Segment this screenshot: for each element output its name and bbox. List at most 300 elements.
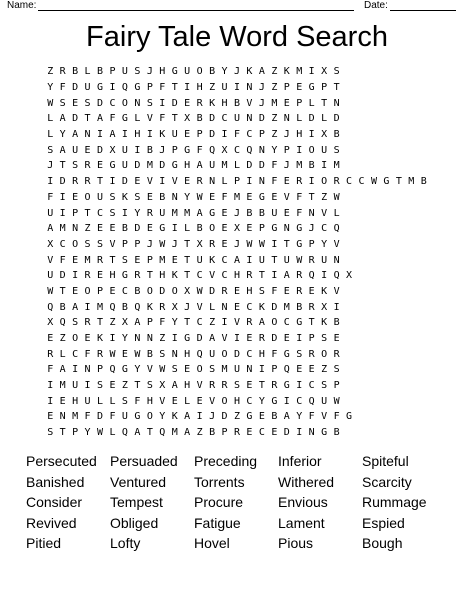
grid-letter[interactable]: J [258, 97, 265, 109]
grid-letter[interactable]: P [296, 97, 303, 109]
grid-letter[interactable]: A [184, 411, 191, 423]
grid-letter[interactable]: P [146, 254, 153, 266]
grid-letter[interactable]: E [109, 223, 116, 235]
grid-letter[interactable]: N [84, 364, 91, 376]
grid-letter[interactable]: R [146, 207, 153, 219]
grid-letter[interactable]: S [72, 160, 79, 172]
grid-letter[interactable]: D [159, 160, 166, 172]
grid-letter[interactable]: S [134, 191, 141, 203]
grid-letter[interactable] [355, 252, 367, 268]
grid-letter[interactable]: P [97, 364, 104, 376]
grid-letter[interactable] [393, 268, 405, 284]
grid-letter[interactable] [368, 205, 380, 221]
grid-letter[interactable]: L [109, 395, 116, 407]
grid-letter[interactable]: D [97, 411, 104, 423]
grid-letter[interactable]: X [47, 238, 54, 250]
grid-letter[interactable]: O [146, 411, 153, 423]
grid-letter[interactable] [393, 252, 405, 268]
grid-letter[interactable] [405, 64, 417, 80]
grid-letter[interactable]: J [159, 144, 166, 156]
grid-letter[interactable]: B [121, 301, 128, 313]
grid-letter[interactable] [343, 378, 355, 394]
grid-letter[interactable] [368, 425, 380, 441]
grid-letter[interactable]: O [84, 191, 91, 203]
grid-letter[interactable]: V [196, 380, 203, 392]
grid-letter[interactable] [343, 95, 355, 111]
grid-letter[interactable]: I [84, 380, 91, 392]
grid-letter[interactable]: E [221, 238, 228, 250]
grid-letter[interactable]: R [84, 270, 91, 282]
grid-letter[interactable]: G [121, 364, 128, 376]
grid-letter[interactable]: E [97, 270, 104, 282]
grid-letter[interactable]: I [121, 207, 128, 219]
grid-letter[interactable]: J [47, 160, 54, 172]
grid-letter[interactable] [393, 237, 405, 253]
grid-letter[interactable]: V [321, 207, 328, 219]
grid-letter[interactable] [393, 64, 405, 80]
grid-letter[interactable]: S [84, 97, 91, 109]
grid-letter[interactable]: E [134, 176, 141, 188]
grid-letter[interactable]: H [296, 129, 303, 141]
grid-letter[interactable]: R [84, 317, 91, 329]
grid-letter[interactable]: D [72, 113, 79, 125]
grid-letter[interactable]: G [246, 411, 253, 423]
grid-letter[interactable]: I [308, 176, 315, 188]
grid-letter[interactable]: I [47, 176, 54, 188]
grid-letter[interactable]: A [171, 380, 178, 392]
grid-letter[interactable]: T [184, 270, 191, 282]
grid-letter[interactable]: V [196, 301, 203, 313]
grid-letter[interactable]: M [233, 191, 240, 203]
grid-letter[interactable]: F [159, 82, 166, 94]
grid-letter[interactable]: F [84, 348, 91, 360]
grid-letter[interactable]: G [296, 238, 303, 250]
grid-letter[interactable] [393, 190, 405, 206]
grid-letter[interactable]: X [346, 270, 353, 282]
grid-letter[interactable] [405, 268, 417, 284]
grid-letter[interactable] [380, 268, 392, 284]
grid-letter[interactable]: V [221, 333, 228, 345]
grid-letter[interactable] [393, 221, 405, 237]
grid-letter[interactable]: D [308, 113, 315, 125]
grid-letter[interactable] [418, 221, 430, 237]
grid-letter[interactable]: L [134, 113, 141, 125]
grid-letter[interactable]: I [296, 144, 303, 156]
grid-letter[interactable]: S [233, 380, 240, 392]
grid-letter[interactable]: D [59, 176, 66, 188]
grid-letter[interactable]: B [420, 176, 427, 188]
grid-letter[interactable]: T [308, 317, 315, 329]
grid-letter[interactable]: R [196, 97, 203, 109]
grid-letter[interactable]: M [59, 380, 66, 392]
grid-letter[interactable]: M [296, 66, 303, 78]
grid-letter[interactable] [405, 80, 417, 96]
grid-letter[interactable]: V [109, 238, 116, 250]
grid-letter[interactable]: A [196, 160, 203, 172]
grid-letter[interactable]: E [72, 285, 79, 297]
grid-letter[interactable]: A [184, 427, 191, 439]
grid-letter[interactable] [343, 425, 355, 441]
grid-letter[interactable]: W [134, 348, 141, 360]
grid-letter[interactable]: V [233, 317, 240, 329]
grid-letter[interactable]: N [333, 97, 340, 109]
grid-letter[interactable] [343, 299, 355, 315]
grid-letter[interactable]: W [47, 97, 54, 109]
grid-letter[interactable]: E [109, 380, 116, 392]
grid-letter[interactable]: A [209, 333, 216, 345]
grid-letter[interactable]: T [171, 113, 178, 125]
grid-letter[interactable]: G [321, 427, 328, 439]
grid-letter[interactable] [418, 190, 430, 206]
grid-letter[interactable]: K [209, 97, 216, 109]
grid-letter[interactable]: L [296, 113, 303, 125]
grid-letter[interactable] [368, 378, 380, 394]
grid-letter[interactable]: I [233, 82, 240, 94]
grid-letter[interactable] [368, 111, 380, 127]
grid-letter[interactable]: D [271, 333, 278, 345]
grid-letter[interactable]: Y [258, 395, 265, 407]
grid-letter[interactable]: A [283, 411, 290, 423]
grid-letter[interactable]: F [47, 364, 54, 376]
grid-letter[interactable] [343, 80, 355, 96]
grid-letter[interactable]: Y [271, 144, 278, 156]
grid-letter[interactable]: R [296, 270, 303, 282]
grid-letter[interactable]: I [246, 254, 253, 266]
grid-letter[interactable] [393, 158, 405, 174]
grid-letter[interactable]: L [184, 223, 191, 235]
grid-letter[interactable]: U [233, 113, 240, 125]
grid-letter[interactable]: I [72, 364, 79, 376]
grid-letter[interactable]: R [271, 380, 278, 392]
grid-letter[interactable]: E [246, 427, 253, 439]
grid-letter[interactable]: V [321, 411, 328, 423]
grid-letter[interactable]: Y [159, 411, 166, 423]
grid-letter[interactable] [380, 393, 392, 409]
grid-letter[interactable]: E [59, 395, 66, 407]
grid-letter[interactable]: I [271, 238, 278, 250]
grid-letter[interactable]: W [109, 348, 116, 360]
grid-letter[interactable]: M [283, 301, 290, 313]
grid-letter[interactable]: T [258, 380, 265, 392]
grid-letter[interactable]: W [196, 285, 203, 297]
grid-letter[interactable]: R [221, 380, 228, 392]
grid-letter[interactable]: G [134, 82, 141, 94]
grid-letter[interactable]: V [246, 97, 253, 109]
grid-letter[interactable]: D [121, 176, 128, 188]
grid-letter[interactable] [418, 111, 430, 127]
grid-letter[interactable]: B [97, 66, 104, 78]
grid-letter[interactable]: O [196, 66, 203, 78]
grid-letter[interactable]: Q [308, 270, 315, 282]
grid-letter[interactable]: M [296, 160, 303, 172]
grid-letter[interactable]: B [246, 207, 253, 219]
grid-letter[interactable] [405, 158, 417, 174]
grid-letter[interactable] [368, 393, 380, 409]
grid-letter[interactable]: E [296, 364, 303, 376]
grid-letter[interactable] [393, 95, 405, 111]
grid-letter[interactable]: J [283, 129, 290, 141]
grid-letter[interactable]: W [196, 191, 203, 203]
grid-letter[interactable] [368, 64, 380, 80]
grid-letter[interactable]: B [146, 144, 153, 156]
grid-letter[interactable]: U [159, 207, 166, 219]
grid-letter[interactable]: F [109, 411, 116, 423]
grid-letter[interactable]: E [209, 191, 216, 203]
grid-letter[interactable]: J [146, 238, 153, 250]
grid-letter[interactable]: K [171, 411, 178, 423]
grid-letter[interactable] [393, 284, 405, 300]
grid-letter[interactable]: X [321, 66, 328, 78]
grid-letter[interactable] [405, 315, 417, 331]
grid-letter[interactable] [368, 190, 380, 206]
grid-letter[interactable]: T [184, 317, 191, 329]
grid-letter[interactable]: O [196, 364, 203, 376]
grid-letter[interactable]: C [72, 348, 79, 360]
grid-letter[interactable]: G [296, 317, 303, 329]
grid-letter[interactable]: I [109, 333, 116, 345]
grid-letter[interactable] [393, 378, 405, 394]
grid-letter[interactable] [380, 205, 392, 221]
grid-letter[interactable]: Z [196, 427, 203, 439]
grid-letter[interactable]: X [321, 301, 328, 313]
grid-letter[interactable]: R [258, 333, 265, 345]
grid-letter[interactable]: Y [296, 411, 303, 423]
grid-letter[interactable]: C [109, 97, 116, 109]
grid-letter[interactable]: F [308, 411, 315, 423]
grid-letter[interactable]: C [358, 176, 365, 188]
grid-letter[interactable]: R [296, 176, 303, 188]
grid-letter[interactable]: B [134, 285, 141, 297]
grid-letter[interactable] [405, 346, 417, 362]
grid-letter[interactable]: Q [121, 427, 128, 439]
grid-letter[interactable]: C [233, 144, 240, 156]
grid-letter[interactable]: R [209, 380, 216, 392]
grid-letter[interactable]: N [171, 191, 178, 203]
grid-letter[interactable]: I [321, 160, 328, 172]
grid-letter[interactable]: I [159, 97, 166, 109]
grid-letter[interactable]: V [333, 238, 340, 250]
grid-letter[interactable]: R [333, 176, 340, 188]
grid-letter[interactable] [355, 331, 367, 347]
grid-letter[interactable]: P [109, 66, 116, 78]
grid-letter[interactable] [418, 425, 430, 441]
grid-letter[interactable]: G [283, 348, 290, 360]
grid-letter[interactable]: W [258, 238, 265, 250]
grid-letter[interactable]: T [308, 191, 315, 203]
grid-letter[interactable]: F [271, 160, 278, 172]
grid-letter[interactable]: P [258, 223, 265, 235]
grid-letter[interactable]: X [47, 317, 54, 329]
grid-letter[interactable]: S [109, 191, 116, 203]
grid-letter[interactable]: R [308, 348, 315, 360]
grid-letter[interactable]: D [97, 97, 104, 109]
grid-letter[interactable]: E [246, 380, 253, 392]
grid-letter[interactable]: C [296, 395, 303, 407]
grid-letter[interactable]: G [159, 223, 166, 235]
grid-letter[interactable] [405, 299, 417, 315]
grid-letter[interactable]: E [246, 191, 253, 203]
grid-letter[interactable] [355, 190, 367, 206]
grid-letter[interactable]: M [333, 160, 340, 172]
grid-letter[interactable]: D [72, 82, 79, 94]
grid-letter[interactable]: G [209, 207, 216, 219]
grid-letter[interactable] [380, 409, 392, 425]
grid-letter[interactable]: X [159, 380, 166, 392]
grid-letter[interactable] [393, 315, 405, 331]
grid-letter[interactable] [368, 127, 380, 143]
grid-letter[interactable]: D [209, 113, 216, 125]
grid-letter[interactable]: D [196, 333, 203, 345]
grid-letter[interactable]: I [159, 176, 166, 188]
grid-letter[interactable] [405, 142, 417, 158]
grid-letter[interactable]: U [121, 411, 128, 423]
grid-letter[interactable]: R [97, 254, 104, 266]
grid-letter[interactable]: P [321, 82, 328, 94]
grid-letter[interactable]: W [47, 285, 54, 297]
grid-letter[interactable]: M [221, 160, 228, 172]
grid-letter[interactable] [405, 362, 417, 378]
grid-letter[interactable] [368, 268, 380, 284]
grid-letter[interactable]: U [121, 66, 128, 78]
grid-letter[interactable]: H [184, 348, 191, 360]
grid-letter[interactable]: Z [271, 113, 278, 125]
grid-letter[interactable] [418, 95, 430, 111]
grid-letter[interactable] [405, 95, 417, 111]
grid-letter[interactable]: Y [47, 82, 54, 94]
grid-letter[interactable] [368, 252, 380, 268]
grid-letter[interactable]: P [171, 144, 178, 156]
grid-letter[interactable]: O [308, 144, 315, 156]
grid-letter[interactable]: I [333, 301, 340, 313]
grid-letter[interactable]: Q [333, 223, 340, 235]
grid-letter[interactable]: C [221, 270, 228, 282]
grid-letter[interactable]: Q [159, 427, 166, 439]
grid-letter[interactable] [380, 284, 392, 300]
grid-letter[interactable]: O [221, 348, 228, 360]
grid-letter[interactable]: K [146, 301, 153, 313]
grid-letter[interactable]: I [146, 129, 153, 141]
grid-letter[interactable]: I [296, 427, 303, 439]
grid-letter[interactable]: H [159, 270, 166, 282]
grid-letter[interactable] [368, 362, 380, 378]
grid-letter[interactable] [380, 158, 392, 174]
grid-letter[interactable]: E [283, 207, 290, 219]
grid-letter[interactable]: U [72, 144, 79, 156]
grid-letter[interactable]: F [233, 129, 240, 141]
grid-letter[interactable]: B [271, 411, 278, 423]
grid-letter[interactable]: U [121, 160, 128, 172]
grid-letter[interactable]: I [109, 82, 116, 94]
grid-letter[interactable]: E [97, 160, 104, 172]
grid-letter[interactable]: V [171, 176, 178, 188]
grid-letter[interactable]: H [196, 82, 203, 94]
grid-letter[interactable]: C [97, 207, 104, 219]
grid-letter[interactable]: Q [109, 364, 116, 376]
grid-letter[interactable] [405, 190, 417, 206]
grid-letter[interactable]: X [184, 113, 191, 125]
grid-letter[interactable]: U [283, 254, 290, 266]
grid-letter[interactable]: B [233, 97, 240, 109]
grid-letter[interactable]: S [47, 144, 54, 156]
grid-letter[interactable]: U [209, 160, 216, 172]
grid-letter[interactable]: Z [271, 66, 278, 78]
grid-letter[interactable]: E [109, 285, 116, 297]
grid-letter[interactable]: T [59, 160, 66, 172]
grid-letter[interactable]: G [121, 113, 128, 125]
grid-letter[interactable] [343, 64, 355, 80]
grid-letter[interactable]: T [146, 270, 153, 282]
grid-letter[interactable] [355, 95, 367, 111]
grid-letter[interactable]: G [171, 66, 178, 78]
grid-letter[interactable] [393, 80, 405, 96]
grid-letter[interactable]: P [221, 427, 228, 439]
grid-letter[interactable]: T [59, 285, 66, 297]
grid-letter[interactable]: G [97, 82, 104, 94]
grid-letter[interactable]: D [159, 285, 166, 297]
grid-letter[interactable]: Y [134, 207, 141, 219]
grid-letter[interactable]: T [258, 270, 265, 282]
grid-letter[interactable] [355, 284, 367, 300]
grid-letter[interactable]: A [283, 270, 290, 282]
grid-letter[interactable]: R [97, 348, 104, 360]
grid-letter[interactable]: E [184, 176, 191, 188]
grid-letter[interactable]: O [321, 176, 328, 188]
grid-letter[interactable]: S [146, 380, 153, 392]
grid-letter[interactable]: N [246, 113, 253, 125]
grid-letter[interactable] [393, 111, 405, 127]
grid-letter[interactable]: L [308, 97, 315, 109]
grid-letter[interactable]: Z [321, 191, 328, 203]
grid-letter[interactable]: T [146, 427, 153, 439]
grid-letter[interactable] [368, 284, 380, 300]
grid-letter[interactable]: B [196, 113, 203, 125]
grid-letter[interactable]: C [196, 270, 203, 282]
grid-letter[interactable]: B [209, 427, 216, 439]
grid-letter[interactable] [368, 158, 380, 174]
grid-letter[interactable]: U [121, 144, 128, 156]
grid-letter[interactable]: J [209, 411, 216, 423]
grid-letter[interactable]: I [196, 411, 203, 423]
grid-letter[interactable]: K [121, 191, 128, 203]
grid-letter[interactable]: E [184, 364, 191, 376]
grid-letter[interactable]: Q [121, 82, 128, 94]
grid-letter[interactable]: M [97, 301, 104, 313]
grid-letter[interactable]: G [271, 395, 278, 407]
grid-letter[interactable]: B [308, 160, 315, 172]
grid-letter[interactable]: Z [159, 333, 166, 345]
grid-letter[interactable]: E [47, 411, 54, 423]
grid-letter[interactable]: Z [47, 66, 54, 78]
grid-letter[interactable]: K [209, 254, 216, 266]
grid-letter[interactable]: C [196, 317, 203, 329]
grid-letter[interactable]: N [146, 333, 153, 345]
grid-letter[interactable]: F [159, 317, 166, 329]
grid-letter[interactable]: R [233, 427, 240, 439]
grid-letter[interactable]: M [72, 411, 79, 423]
grid-letter[interactable]: I [171, 223, 178, 235]
grid-letter[interactable]: R [308, 254, 315, 266]
grid-letter[interactable]: O [209, 223, 216, 235]
grid-letter[interactable]: H [246, 285, 253, 297]
grid-letter[interactable]: A [72, 301, 79, 313]
grid-letter[interactable]: E [47, 333, 54, 345]
grid-letter[interactable] [418, 237, 430, 253]
grid-letter[interactable] [405, 331, 417, 347]
grid-letter[interactable]: T [333, 82, 340, 94]
grid-letter[interactable] [393, 393, 405, 409]
grid-letter[interactable]: O [171, 285, 178, 297]
grid-letter[interactable] [343, 190, 355, 206]
